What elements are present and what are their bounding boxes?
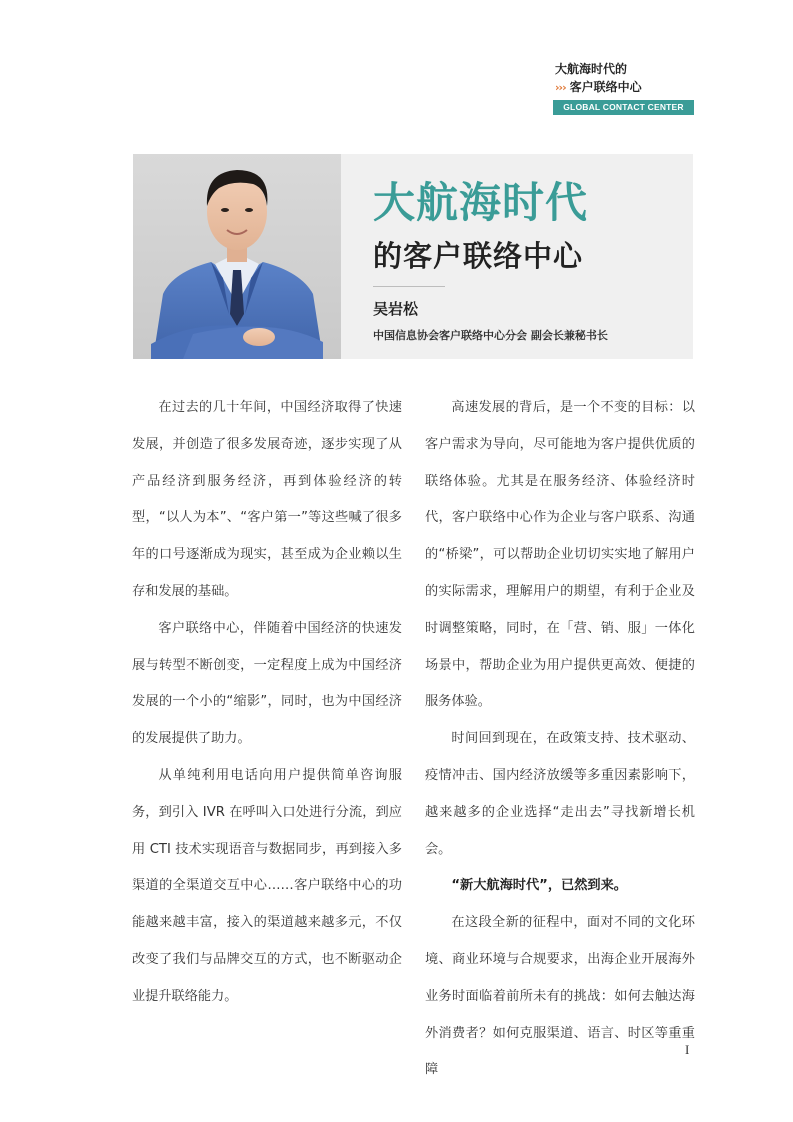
hero-title-block bbox=[371, 154, 691, 359]
article-title: 大航海时代 bbox=[373, 178, 589, 227]
page-number: I bbox=[685, 1042, 690, 1057]
article-subtitle: 的客户联络中心 bbox=[373, 239, 584, 273]
paragraph: 在这段全新的征程中，面对不同的文化环境、商业环境与合规要求，出海企业开展海外业务时面临着前所未有的挑战：如何去触达海外消费者？如何克服渠道、语言、时区等重重障 bbox=[425, 915, 695, 1078]
body-column-right bbox=[425, 390, 695, 1089]
title-divider bbox=[373, 286, 445, 287]
paragraph: 客户联络中心，伴随着中国经济的快速发展与转型不断创变，一定程度上成为中国经济发展的一个小的“缩影”，同时，也为中国经济的发展提供了助力。 bbox=[132, 620, 402, 747]
paragraph: 时间回到现在，在政策支持、技术驱动、疫情冲击、国内经济放缓等多重因素影响下，越来越多的企业选择“走出去”寻找新增长机会。 bbox=[425, 731, 695, 857]
running-header bbox=[553, 60, 694, 115]
paragraph: 高速发展的背后，是一个不变的目标：以客户需求为导向，尽可能地为客户提供优质的联络体验。尤其是在服务经济、体验经济时代，客户联络中心作为企业与客户联系、沟通的“桥梁”，可以帮助企业切切实实地了解用户的实际需求，理解用户的期望，有利于企业及时调整策略，同时，在「营、销、服」一体化场景中，帮助企业为用户提供更高效、便捷的服务体验。 bbox=[425, 400, 695, 710]
paragraph: 在过去的几十年间，中国经济取得了快速发展，并创造了很多发展奇迹，逐步实现了从产品经济到服务经济，再到体验经济的转型，“以人为本”、“客户第一”等这些喊了很多年的口号逐渐成为现实，甚至成为企业赖以生存和发展的基础。 bbox=[132, 400, 402, 599]
paragraph: 从单纯利用电话向用户提供简单咨询服务，到引入 IVR 在呼叫入口处进行分流，到应用 CTI 技术实现语音与数据同步，再到接入多渠道的全渠道交互中心……客户联络中心的功能越来越丰富，接入的渠道越来越多元，不仅改变了我们与品牌交互的方式，也不断驱动企业提升联络能力。 bbox=[132, 767, 402, 1004]
triple-chevron-icon: ››› bbox=[555, 81, 566, 94]
body-column-left bbox=[132, 390, 402, 1016]
header-line-2-text: 客户联络中心 bbox=[569, 80, 642, 94]
author-role: 中国信息协会客户联络中心分会 副会长兼秘书长 bbox=[373, 329, 608, 342]
header-tag-bar: GLOBAL CONTACT CENTER bbox=[553, 100, 694, 115]
author-name: 吴岩松 bbox=[373, 300, 419, 318]
hero-banner bbox=[133, 154, 693, 359]
header-line-1: 大航海时代的 bbox=[555, 62, 628, 76]
header-line-2 bbox=[553, 78, 694, 97]
author-portrait-image bbox=[133, 154, 341, 359]
portrait-photo-icon bbox=[133, 154, 341, 359]
emphasis-paragraph: “新大航海时代”，已然到来。 bbox=[451, 878, 627, 894]
